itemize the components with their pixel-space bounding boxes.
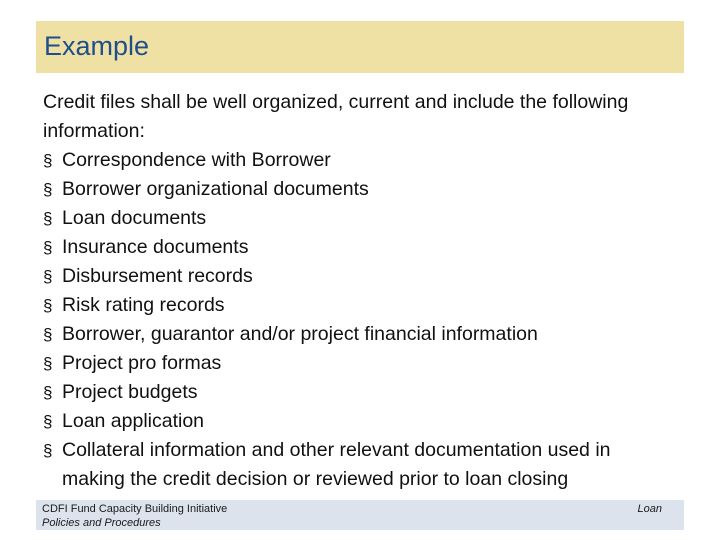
intro-text: Credit files shall be well organized, current and include the following information: [43, 91, 629, 142]
list-item-text: Disbursement records [62, 265, 253, 287]
list-item-text: Insurance documents [62, 236, 249, 258]
footer-bar [36, 500, 684, 530]
list-item [43, 204, 673, 233]
list-item [43, 146, 673, 175]
bullet-icon: § [43, 441, 53, 460]
bullet-icon: § [43, 325, 53, 344]
list-item-text: Project budgets [62, 381, 198, 403]
footer-org: CDFI Fund Capacity Building Initiative [42, 503, 228, 515]
bullet-icon: § [43, 296, 53, 315]
list-item [43, 407, 673, 436]
list-item [43, 436, 673, 494]
list-item [43, 320, 673, 349]
footer-doc-title: Policies and Procedures [42, 517, 161, 529]
bullet-list [43, 146, 673, 494]
footer-section: Loan [637, 503, 662, 515]
list-item-text: Collateral information and other relevant documentation used in making the credit decision or reviewed prior to loan closing [62, 439, 611, 490]
list-item [43, 349, 673, 378]
footer-left [42, 502, 227, 530]
list-item-text: Risk rating records [62, 294, 225, 316]
list-item [43, 233, 673, 262]
bullet-icon: § [43, 151, 53, 170]
list-item [43, 262, 673, 291]
bullet-icon: § [43, 383, 53, 402]
bullet-icon: § [43, 354, 53, 373]
bullet-icon: § [43, 209, 53, 228]
list-item-text: Borrower, guarantor and/or project financial information [62, 323, 538, 345]
list-item [43, 378, 673, 407]
bullet-icon: § [43, 267, 53, 286]
slide-content [43, 88, 673, 494]
list-item-text: Correspondence with Borrower [62, 149, 331, 171]
list-item [43, 175, 673, 204]
title-bar [36, 21, 684, 73]
list-item-text: Loan documents [62, 207, 207, 229]
bullet-icon: § [43, 180, 53, 199]
list-item-text: Loan application [62, 410, 205, 432]
list-item-text: Borrower organizational documents [62, 178, 369, 200]
bullet-icon: § [43, 412, 53, 431]
bullet-icon: § [43, 238, 53, 257]
slide-title: Example [44, 31, 150, 61]
list-item-text: Project pro formas [62, 352, 222, 374]
list-item [43, 291, 673, 320]
